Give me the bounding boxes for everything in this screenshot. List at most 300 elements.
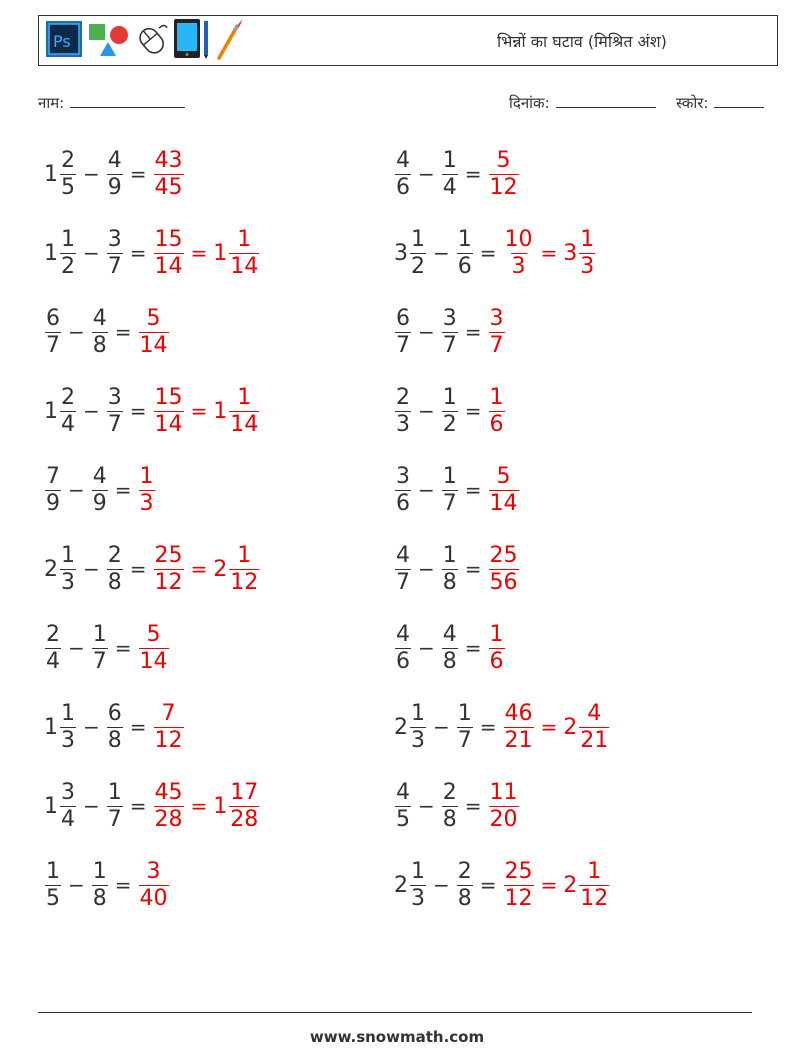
date-field	[509, 93, 656, 113]
answer-denominator: 40	[139, 885, 168, 911]
equals-sign: =	[190, 399, 208, 423]
minuend-fraction	[395, 306, 411, 359]
minuend-denominator: 5	[396, 806, 410, 832]
minuend-numerator: 3	[61, 779, 75, 805]
answer-number	[503, 859, 535, 912]
subtrahend-denominator: 8	[92, 885, 107, 911]
minuend-number	[394, 701, 427, 754]
equals-sign: =	[479, 241, 497, 265]
problem-item	[44, 774, 260, 838]
answer-fraction	[154, 385, 184, 438]
minuend-number	[44, 780, 77, 833]
header-box	[38, 15, 778, 66]
answer-number	[488, 385, 506, 438]
mixed-answer-denominator: 3	[580, 253, 595, 279]
mixed-answer-fraction	[229, 780, 259, 833]
answer-numerator: 3	[146, 858, 161, 884]
mixed-answer-numerator: 1	[580, 226, 595, 252]
mixed-answer-whole: 1	[213, 240, 228, 266]
minuend-number	[394, 148, 412, 201]
mixed-answer-whole: 3	[563, 240, 578, 266]
answer-numerator: 7	[161, 700, 176, 726]
minuend-whole: 3	[394, 240, 408, 266]
mixed-answer-denominator: 21	[580, 727, 609, 753]
subtrahend-numerator: 1	[442, 463, 457, 489]
minuend-number	[44, 385, 77, 438]
minuend-numerator: 2	[61, 384, 75, 410]
minuend-number	[44, 227, 77, 280]
minuend-fraction	[395, 148, 411, 201]
subtrahend-fraction	[92, 622, 108, 675]
footer-divider	[38, 1012, 752, 1013]
answer-number	[153, 780, 185, 833]
minuend-fraction	[60, 148, 76, 201]
minuend-number	[44, 306, 62, 359]
subtrahend-numerator: 4	[107, 147, 122, 173]
mixed-answer-number	[213, 780, 260, 833]
minus-sign: −	[418, 399, 435, 423]
mixed-answer-numerator: 1	[237, 226, 252, 252]
mixed-answer-number	[563, 859, 610, 912]
minuend-fraction	[395, 622, 411, 675]
minuend-denominator: 2	[411, 253, 425, 279]
tablet-icon	[172, 18, 212, 64]
minuend-fraction	[60, 701, 76, 754]
subtrahend-number	[91, 622, 109, 675]
minus-sign: −	[418, 557, 435, 581]
answer-number	[153, 543, 185, 596]
answer-denominator: 12	[504, 885, 533, 911]
subtrahend-denominator: 7	[107, 253, 122, 279]
name-field	[38, 93, 185, 113]
minuend-fraction	[60, 385, 76, 438]
answer-denominator: 14	[154, 411, 183, 437]
answer-numerator: 3	[489, 305, 504, 331]
minus-sign: −	[418, 162, 435, 186]
subtrahend-fraction	[107, 227, 123, 280]
subtrahend-denominator: 6	[457, 253, 472, 279]
subtrahend-denominator: 9	[107, 174, 122, 200]
problem-item	[394, 774, 520, 838]
answer-number	[488, 464, 520, 517]
minuend-whole: 1	[44, 398, 58, 424]
answer-number	[503, 227, 535, 280]
answer-denominator: 14	[139, 648, 168, 674]
equals-sign: =	[190, 794, 208, 818]
minus-sign: −	[418, 478, 435, 502]
equals-sign: =	[114, 478, 132, 502]
subtrahend-numerator: 1	[442, 542, 457, 568]
answer-numerator: 1	[139, 463, 154, 489]
minus-sign: −	[418, 320, 435, 344]
mixed-answer-number	[213, 385, 260, 438]
subtrahend-numerator: 4	[442, 621, 457, 647]
answer-fraction	[504, 227, 534, 280]
answer-denominator: 45	[154, 174, 183, 200]
problem-item	[394, 142, 520, 206]
equals-sign: =	[129, 241, 147, 265]
minuend-number	[44, 464, 62, 517]
problem-item	[394, 379, 506, 443]
mixed-answer-whole: 1	[213, 398, 228, 424]
problem-item	[394, 458, 520, 522]
minuend-numerator: 4	[396, 779, 410, 805]
shapes-icon	[86, 20, 130, 62]
minuend-fraction	[45, 464, 61, 517]
answer-number	[138, 464, 156, 517]
name-label: नाम:	[38, 94, 65, 112]
equals-sign: =	[479, 873, 497, 897]
subtrahend-denominator: 7	[107, 411, 122, 437]
answer-denominator: 28	[154, 806, 183, 832]
minuend-numerator: 2	[46, 621, 60, 647]
minuend-number	[44, 622, 62, 675]
equals-sign: =	[114, 320, 132, 344]
mixed-answer-denominator: 14	[230, 253, 259, 279]
answer-fraction	[139, 306, 169, 359]
equals-sign: =	[129, 399, 147, 423]
minuend-numerator: 6	[46, 305, 60, 331]
answer-fraction	[139, 622, 169, 675]
minuend-number	[44, 859, 62, 912]
mixed-answer-number	[213, 227, 260, 280]
answer-fraction	[154, 148, 184, 201]
minuend-denominator: 3	[396, 411, 410, 437]
subtrahend-fraction	[442, 148, 458, 201]
minus-sign: −	[433, 241, 450, 265]
subtrahend-numerator: 1	[442, 384, 457, 410]
mixed-answer-numerator: 1	[237, 384, 252, 410]
subtrahend-number	[441, 622, 459, 675]
problem-item	[44, 379, 260, 443]
subtrahend-fraction	[457, 859, 473, 912]
minuend-numerator: 1	[61, 700, 75, 726]
minuend-fraction	[60, 543, 76, 596]
mixed-answer-whole: 2	[563, 714, 578, 740]
answer-denominator: 14	[154, 253, 183, 279]
answer-fraction	[154, 701, 184, 754]
subtrahend-numerator: 1	[107, 779, 122, 805]
minuend-whole: 1	[44, 714, 58, 740]
footer-url: www.snowmath.com	[309, 1028, 485, 1046]
minuend-denominator: 6	[396, 648, 410, 674]
mixed-answer-denominator: 12	[580, 885, 609, 911]
minuend-fraction	[395, 543, 411, 596]
problem-item	[394, 695, 610, 759]
subtrahend-fraction	[92, 306, 108, 359]
answer-numerator: 5	[496, 463, 511, 489]
icon-strip	[45, 21, 245, 61]
minuend-number	[394, 859, 427, 912]
answer-number	[488, 543, 520, 596]
minuend-whole: 2	[394, 872, 408, 898]
equals-sign: =	[129, 162, 147, 186]
subtrahend-number	[441, 543, 459, 596]
equals-sign: =	[464, 399, 482, 423]
problem-item	[44, 616, 170, 680]
mixed-answer-whole: 2	[563, 872, 578, 898]
subtrahend-denominator: 7	[92, 648, 107, 674]
subtrahend-fraction	[457, 227, 473, 280]
ps-label: Ps	[53, 32, 71, 51]
answer-numerator: 25	[154, 542, 183, 568]
subtrahend-number	[456, 227, 474, 280]
answer-denominator: 3	[511, 253, 526, 279]
problem-item	[44, 537, 260, 601]
subtrahend-number	[106, 385, 124, 438]
subtrahend-number	[456, 859, 474, 912]
answer-denominator: 21	[504, 727, 533, 753]
answer-number	[488, 148, 520, 201]
answer-numerator: 11	[489, 779, 518, 805]
answer-numerator: 15	[154, 226, 183, 252]
subtrahend-numerator: 1	[457, 700, 472, 726]
minuend-fraction	[395, 385, 411, 438]
subtrahend-number	[441, 306, 459, 359]
minuend-denominator: 9	[46, 490, 60, 516]
minuend-fraction	[45, 306, 61, 359]
answer-number	[138, 306, 170, 359]
mixed-answer-fraction	[579, 227, 595, 280]
answer-fraction	[489, 306, 505, 359]
problem-item	[394, 300, 506, 364]
answer-denominator: 6	[489, 648, 504, 674]
mixed-answer-fraction	[229, 227, 259, 280]
problem-item	[44, 853, 170, 917]
minus-sign: −	[68, 478, 85, 502]
minuend-number	[44, 148, 77, 201]
mixed-answer-fraction	[229, 385, 259, 438]
answer-numerator: 46	[504, 700, 533, 726]
equals-sign: =	[190, 241, 208, 265]
minuend-number	[394, 385, 412, 438]
subtrahend-numerator: 1	[442, 147, 457, 173]
subtrahend-number	[441, 780, 459, 833]
subtrahend-denominator: 7	[442, 332, 457, 358]
minus-sign: −	[83, 399, 100, 423]
subtrahend-numerator: 4	[92, 463, 107, 489]
minuend-denominator: 4	[61, 806, 75, 832]
minus-sign: −	[83, 715, 100, 739]
minuend-number	[394, 622, 412, 675]
subtrahend-numerator: 1	[457, 226, 472, 252]
minuend-numerator: 7	[46, 463, 60, 489]
subtrahend-number	[91, 306, 109, 359]
answer-numerator: 45	[154, 779, 183, 805]
minuend-number	[44, 543, 77, 596]
subtrahend-number	[106, 227, 124, 280]
answer-numerator: 10	[504, 226, 533, 252]
subtrahend-denominator: 7	[107, 806, 122, 832]
subtrahend-number	[91, 464, 109, 517]
minuend-denominator: 3	[411, 727, 425, 753]
minuend-numerator: 4	[396, 621, 410, 647]
subtrahend-numerator: 2	[442, 779, 457, 805]
minuend-whole: 1	[44, 793, 58, 819]
mixed-answer-whole: 1	[213, 793, 228, 819]
minuend-number	[394, 227, 427, 280]
mixed-answer-numerator: 1	[587, 858, 602, 884]
answer-fraction	[504, 859, 534, 912]
subtrahend-fraction	[442, 780, 458, 833]
minus-sign: −	[418, 636, 435, 660]
subtrahend-number	[441, 148, 459, 201]
subtrahend-fraction	[92, 464, 108, 517]
name-line	[70, 105, 185, 108]
subtrahend-number	[106, 780, 124, 833]
minuend-numerator: 1	[411, 226, 425, 252]
minuend-numerator: 6	[396, 305, 410, 331]
minus-sign: −	[83, 794, 100, 818]
answer-number	[488, 306, 506, 359]
mixed-answer-fraction	[229, 543, 259, 596]
subtrahend-fraction	[107, 543, 123, 596]
minuend-numerator: 4	[396, 542, 410, 568]
answer-number	[488, 622, 506, 675]
minuend-number	[394, 306, 412, 359]
minus-sign: −	[83, 241, 100, 265]
subtrahend-denominator: 9	[92, 490, 107, 516]
problem-item	[394, 221, 596, 285]
minus-sign: −	[68, 320, 85, 344]
subtrahend-number	[91, 859, 109, 912]
minuend-fraction	[45, 859, 61, 912]
mixed-answer-number	[563, 227, 596, 280]
answer-numerator: 1	[489, 384, 504, 410]
answer-fraction	[489, 464, 519, 517]
problem-item	[44, 300, 170, 364]
date-label: दिनांक:	[509, 94, 550, 112]
minuend-denominator: 7	[396, 332, 410, 358]
minuend-denominator: 5	[61, 174, 75, 200]
minus-sign: −	[83, 162, 100, 186]
subtrahend-denominator: 8	[442, 569, 457, 595]
subtrahend-numerator: 1	[92, 621, 107, 647]
minus-sign: −	[433, 873, 450, 897]
subtrahend-fraction	[107, 701, 123, 754]
mixed-answer-whole: 2	[213, 556, 228, 582]
subtrahend-number	[441, 385, 459, 438]
equals-sign: =	[129, 715, 147, 739]
minuend-number	[44, 701, 77, 754]
equals-sign: =	[114, 636, 132, 660]
minuend-whole: 1	[44, 240, 58, 266]
equals-sign: =	[540, 241, 558, 265]
minuend-numerator: 3	[396, 463, 410, 489]
subtrahend-denominator: 8	[92, 332, 107, 358]
score-field	[676, 93, 764, 113]
answer-number	[153, 148, 185, 201]
answer-numerator: 5	[146, 305, 161, 331]
paintbrush-icon	[215, 18, 245, 64]
subtrahend-numerator: 2	[107, 542, 122, 568]
minuend-denominator: 3	[411, 885, 425, 911]
subtrahend-fraction	[442, 385, 458, 438]
equals-sign: =	[129, 794, 147, 818]
subtrahend-number	[106, 543, 124, 596]
answer-fraction	[489, 780, 519, 833]
equals-sign: =	[479, 715, 497, 739]
answer-fraction	[154, 543, 184, 596]
subtrahend-numerator: 3	[107, 384, 122, 410]
minuend-fraction	[60, 227, 76, 280]
subtrahend-number	[106, 701, 124, 754]
minuend-denominator: 5	[46, 885, 60, 911]
minuend-denominator: 6	[396, 174, 410, 200]
answer-number	[488, 780, 520, 833]
subtrahend-denominator: 7	[442, 490, 457, 516]
subtrahend-number	[441, 464, 459, 517]
mixed-answer-number	[563, 701, 610, 754]
minuend-fraction	[45, 622, 61, 675]
photoshop-icon	[45, 20, 83, 62]
answer-fraction	[489, 385, 505, 438]
equals-sign: =	[114, 873, 132, 897]
problem-item	[44, 458, 156, 522]
subtrahend-number	[106, 148, 124, 201]
answer-fraction	[154, 780, 184, 833]
score-label: स्कोर:	[676, 94, 709, 112]
problem-item	[44, 695, 185, 759]
answer-numerator: 5	[496, 147, 511, 173]
minus-sign: −	[433, 715, 450, 739]
equals-sign: =	[540, 715, 558, 739]
mixed-answer-number	[213, 543, 260, 596]
mixed-answer-denominator: 12	[230, 569, 259, 595]
minuend-fraction	[60, 780, 76, 833]
answer-fraction	[154, 227, 184, 280]
problem-item	[394, 537, 520, 601]
mixed-answer-fraction	[579, 859, 609, 912]
subtrahend-denominator: 8	[107, 569, 122, 595]
minuend-number	[394, 780, 412, 833]
answer-numerator: 25	[489, 542, 518, 568]
minuend-denominator: 2	[61, 253, 75, 279]
minuend-denominator: 7	[396, 569, 410, 595]
minuend-numerator: 2	[61, 147, 75, 173]
minuend-numerator: 2	[396, 384, 410, 410]
subtrahend-denominator: 8	[457, 885, 472, 911]
minus-sign: −	[83, 557, 100, 581]
equals-sign: =	[129, 557, 147, 581]
minuend-numerator: 1	[61, 226, 75, 252]
answer-denominator: 20	[489, 806, 518, 832]
mixed-answer-numerator: 4	[587, 700, 602, 726]
answer-denominator: 6	[489, 411, 504, 437]
answer-denominator: 14	[139, 332, 168, 358]
problem-item	[44, 142, 185, 206]
minus-sign: −	[68, 636, 85, 660]
equals-sign: =	[464, 320, 482, 344]
equals-sign: =	[464, 794, 482, 818]
answer-fraction	[139, 859, 169, 912]
subtrahend-denominator: 8	[442, 806, 457, 832]
answer-denominator: 14	[489, 490, 518, 516]
mouse-icon	[133, 20, 169, 62]
minuend-fraction	[395, 464, 411, 517]
minuend-fraction	[410, 227, 426, 280]
answer-numerator: 15	[154, 384, 183, 410]
minuend-whole: 1	[44, 161, 58, 187]
answer-denominator: 56	[489, 569, 518, 595]
answer-fraction	[489, 148, 519, 201]
minuend-denominator: 4	[46, 648, 60, 674]
minuend-numerator: 1	[61, 542, 75, 568]
answer-fraction	[139, 464, 155, 517]
subtrahend-fraction	[442, 543, 458, 596]
equals-sign: =	[464, 636, 482, 660]
subtrahend-numerator: 2	[457, 858, 472, 884]
